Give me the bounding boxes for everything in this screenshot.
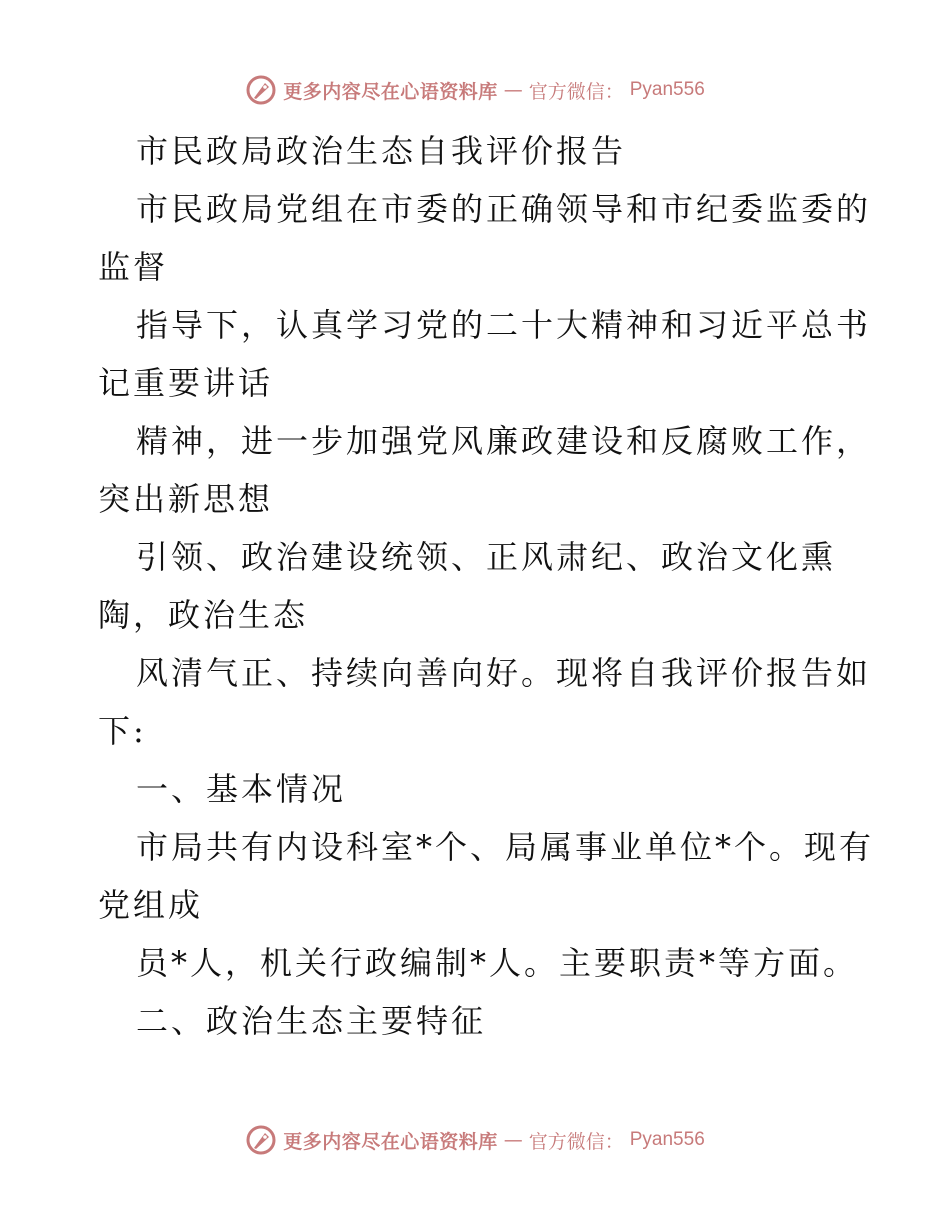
- document-line: 突出新思想: [98, 480, 274, 518]
- header-watermark: [0, 74, 950, 106]
- footer-watermark: [0, 1124, 950, 1156]
- watermark-label: 官方微信：: [528, 80, 624, 103]
- watermark-text: 更多内容尽在心语资料库: [283, 1130, 498, 1153]
- watermark-text: 更多内容尽在心语资料库: [283, 80, 498, 103]
- document-line: 市局共有内设科室*个、局属事业单位*个。现有: [136, 828, 875, 866]
- watermark-id: Pyan556: [629, 79, 705, 100]
- pen-nib-logo-icon: [245, 74, 277, 106]
- document-line: 引领、政治建设统领、正风肃纪、政治文化熏: [136, 538, 837, 576]
- document-line: 一、基本情况: [136, 770, 347, 808]
- document-line: 市民政局政治生态自我评价报告: [136, 132, 627, 170]
- watermark-separator: —: [503, 1129, 523, 1151]
- document-line: 记重要讲话: [98, 364, 274, 402]
- document-line: 风清气正、持续向善向好。现将自我评价报告如: [136, 654, 872, 692]
- document-line: 指导下，认真学习党的二十大精神和习近平总书: [136, 306, 872, 344]
- watermark-separator: —: [503, 79, 523, 101]
- document-line: 员*人，机关行政编制*人。主要职责*等方面。: [136, 944, 859, 982]
- document-line: 监督: [98, 248, 169, 286]
- document-line: 精神，进一步加强党风廉政建设和反腐败工作，: [136, 422, 872, 460]
- pen-nib-logo-icon: [245, 1124, 277, 1156]
- document-line: 下:: [98, 712, 147, 750]
- watermark-label: 官方微信：: [528, 1130, 624, 1153]
- document-line: 党组成: [98, 886, 204, 924]
- document-line: 陶，政治生态: [98, 596, 309, 634]
- document-line: 市民政局党组在市委的正确领导和市纪委监委的: [136, 190, 872, 228]
- document-line: 二、政治生态主要特征: [136, 1002, 487, 1040]
- watermark-id: Pyan556: [629, 1129, 705, 1150]
- document-body: [98, 122, 875, 1050]
